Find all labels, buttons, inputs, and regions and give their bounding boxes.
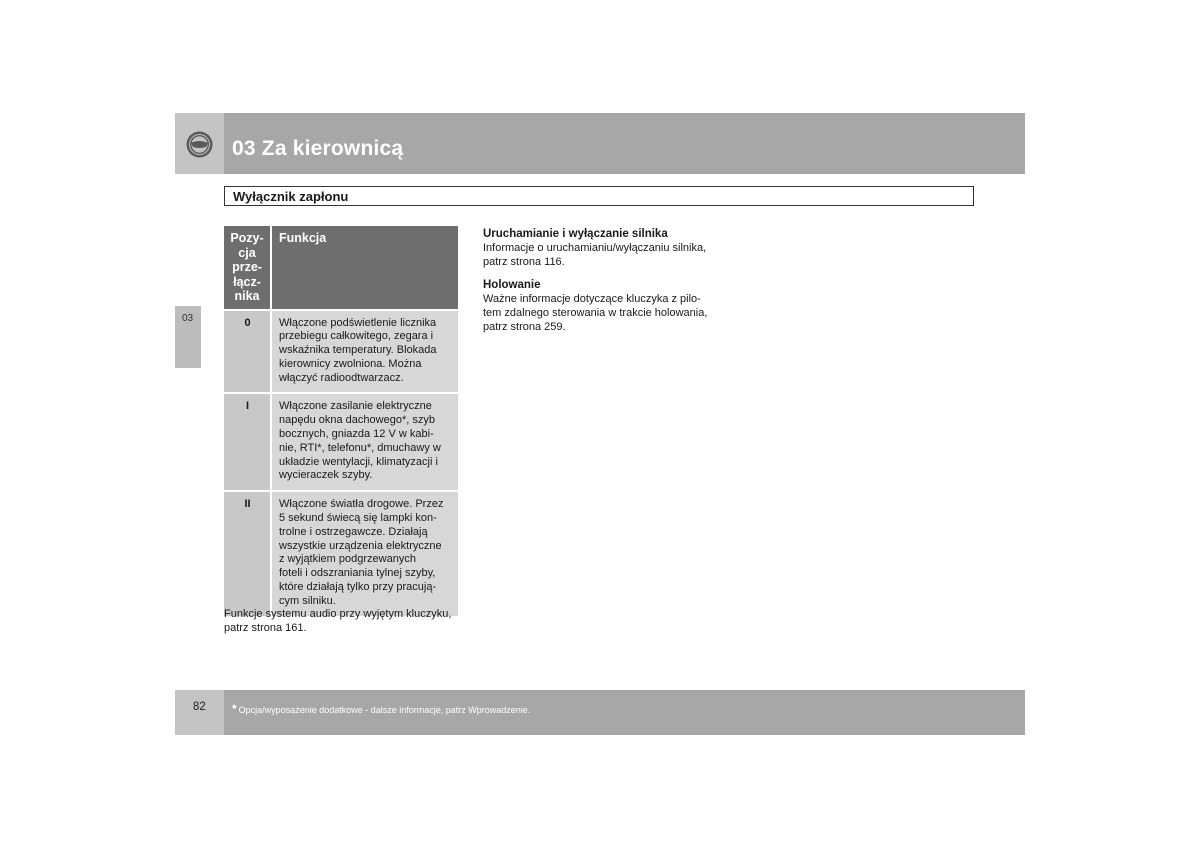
starting-heading: Uruchamianie i wyłączanie silnika xyxy=(483,228,668,240)
towing-text-line: Ważne informacje dotyczące kluczyka z pilo- xyxy=(483,293,701,305)
function-line: z wyjątkiem podgrzewanych xyxy=(279,553,416,566)
table-row xyxy=(224,310,458,394)
footnote xyxy=(232,702,530,716)
right-column xyxy=(483,227,728,343)
function-cell xyxy=(271,491,458,615)
function-cell xyxy=(271,393,458,491)
column-header-function: Funkcja xyxy=(271,226,458,310)
function-line: cym silniku. xyxy=(279,594,336,607)
column-header-position xyxy=(224,226,271,310)
starting-text xyxy=(483,241,728,269)
footnote-text: Opcja/wyposażenie dodatkowe - dalsze informacje, patrz Wprowadzenie. xyxy=(238,705,531,715)
towing-text xyxy=(483,292,728,334)
page-footer xyxy=(175,690,1025,735)
page-number: 82 xyxy=(193,701,206,713)
function-line: wskaźnika temperatury. Blokada xyxy=(279,344,437,357)
section-heading-box xyxy=(224,186,974,206)
function-line: przebiegu całkowitego, zegara i xyxy=(279,330,434,343)
section-title: Wyłącznik zapłonu xyxy=(233,189,349,204)
function-line: wszystkie urządzenia elektryczne xyxy=(279,539,442,552)
page-number-box xyxy=(175,690,224,735)
footnote-star: * xyxy=(232,702,237,716)
function-line: kierownicy zwolniona. Można xyxy=(279,357,422,370)
steering-wheel-icon xyxy=(185,130,214,159)
function-line: Włączone światła drogowe. Przez xyxy=(279,498,444,511)
function-cell xyxy=(271,310,458,394)
function-line: Włączone zasilanie elektryczne xyxy=(279,400,432,413)
function-line: wycieraczek szyby. xyxy=(279,469,373,482)
function-line: napędu okna dachowego*, szyb xyxy=(279,414,435,427)
towing-text-line: patrz strona 259. xyxy=(483,321,566,333)
position-header-line: Pozy- xyxy=(230,231,264,245)
starting-text-line: Informacje o uruchamianiu/wyłączaniu silnika, xyxy=(483,242,707,254)
position-cell: 0 xyxy=(224,310,271,394)
function-line: nie, RTI*, telefonu*, dmuchawy w xyxy=(279,441,441,454)
chapter-header xyxy=(175,113,1025,174)
chapter-title: 03 Za kierownicą xyxy=(232,137,404,160)
position-header-line: łącz- xyxy=(233,274,261,289)
function-line: trolne i ostrzegawcze. Działają xyxy=(279,525,428,538)
function-line: foteli i odszraniania tylnej szyby, xyxy=(279,567,436,580)
audio-note-line: Funkcje systemu audio przy wyjętym kluczyku, xyxy=(224,608,452,620)
position-header-line: nika xyxy=(234,289,260,303)
audio-note xyxy=(224,607,469,635)
towing-heading: Holowanie xyxy=(483,279,541,291)
starting-text-line: patrz strona 116. xyxy=(483,256,565,268)
function-line: Włączone podświetlenie licznika xyxy=(279,316,437,329)
function-line: 5 sekund świecą się lampki kon- xyxy=(279,512,437,525)
function-line: które działają tylko przy pracują- xyxy=(279,581,437,594)
ignition-positions-table xyxy=(224,226,458,616)
function-line: bocznych, gniazda 12 V w kabi- xyxy=(279,428,434,441)
towing-text-line: tem zdalnego sterowania w trakcie holowania, xyxy=(483,307,708,319)
function-line: układzie wentylacji, klimatyzacji i xyxy=(279,455,438,468)
table-row xyxy=(224,393,458,491)
side-tab-label: 03 xyxy=(182,313,194,324)
table-row xyxy=(224,491,458,615)
side-chapter-tab xyxy=(175,306,201,368)
position-cell: I xyxy=(224,393,271,491)
audio-note-line: patrz strona 161. xyxy=(224,622,307,634)
table-header-row xyxy=(224,226,458,310)
position-header-line: cja xyxy=(238,245,256,260)
chapter-icon-box xyxy=(175,113,224,174)
position-cell: II xyxy=(224,491,271,615)
function-line: włączyć radioodtwarzacz. xyxy=(279,371,404,384)
position-header-line: prze- xyxy=(232,260,262,274)
